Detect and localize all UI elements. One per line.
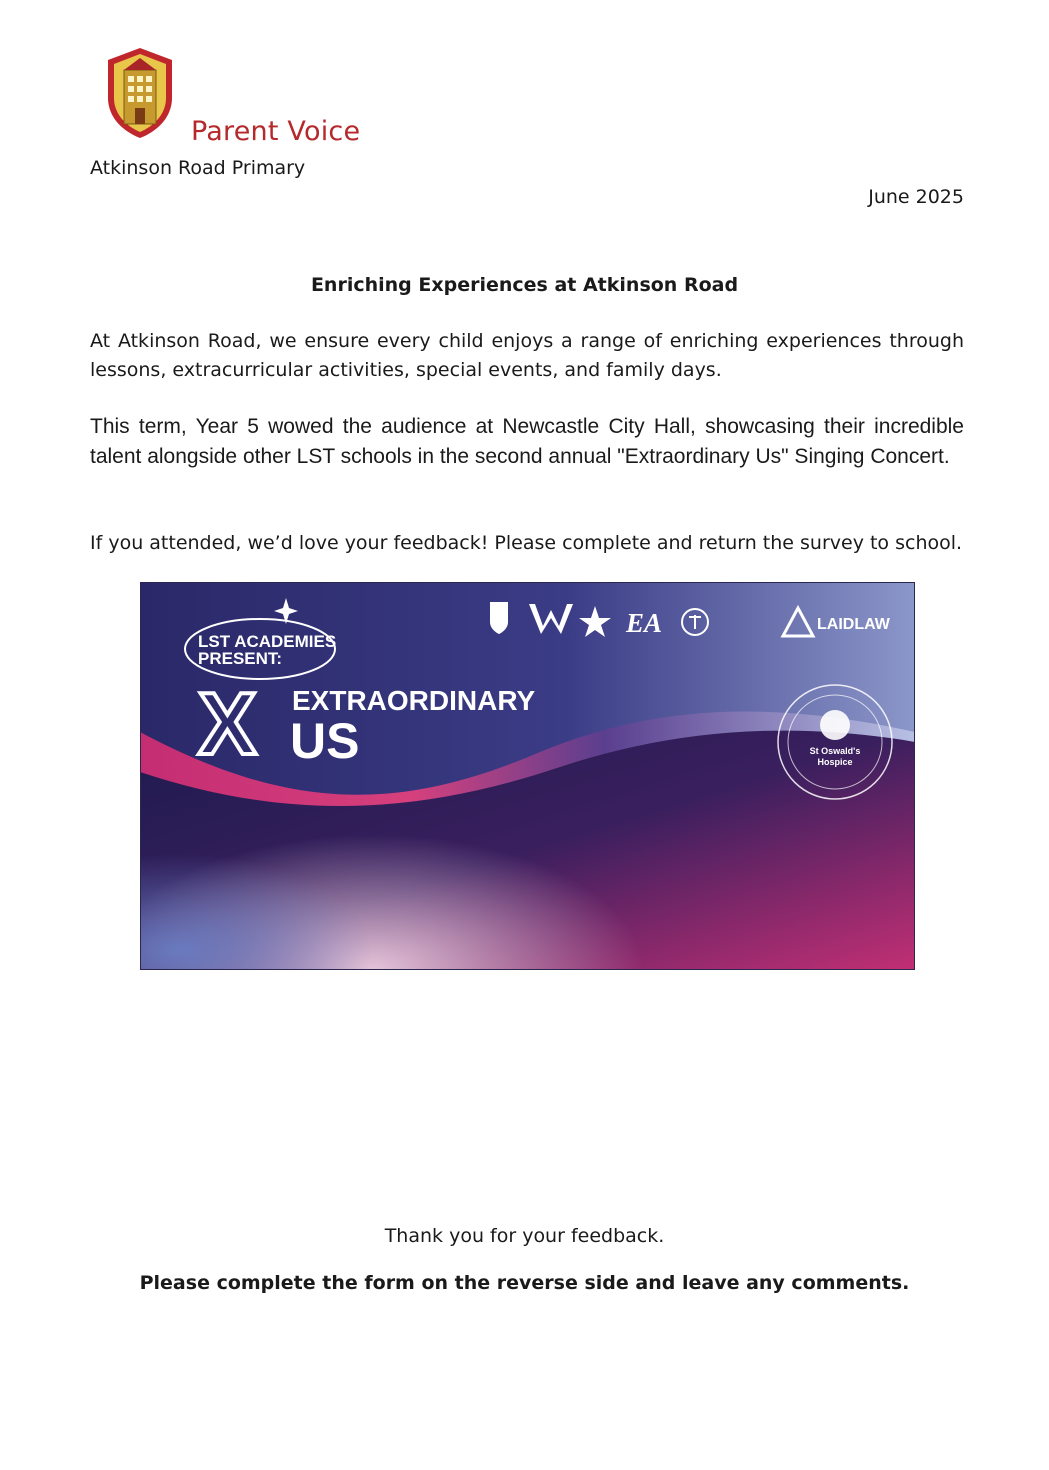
x-logo (198, 674, 257, 773)
hospice-emblem-icon (820, 710, 850, 740)
ea-logo-icon: EA (626, 608, 663, 638)
closing-instruction: Please complete the form on the reverse side and leave any comments. (139, 1272, 910, 1294)
paragraph-intro: At Atkinson Road, we ensure every child enjoys a range of enriching experiences through lessons, extracurricular activities, special events, and family days. (90, 330, 964, 381)
title-extraordinary: EXTRAORDINARY (292, 685, 536, 716)
thank-you-note: Thank you for your feedback. (384, 1225, 665, 1247)
brand-title: Parent Voice (191, 116, 361, 147)
hospice-line-1: St Oswald's (809, 746, 861, 756)
school-name: Atkinson Road Primary (90, 157, 306, 179)
title-us: US (290, 713, 360, 769)
badge-line-1: LST ACADEMIES (198, 632, 337, 651)
article-title: Enriching Experiences at Atkinson Road (310, 274, 739, 296)
badge-line-2: PRESENT: (198, 649, 283, 668)
concert-banner-image (140, 582, 915, 970)
paragraph-feedback: If you attended, we’d love your feedback! Please complete and return the survey to school. (90, 532, 963, 554)
hospice-line-2: Hospice (817, 757, 853, 767)
paragraph-concert: This term, Year 5 wowed the audience at Newcastle City Hall, showcasing their incredible talent alongside other LST schools in the second annual "Extraordinary Us" Singing Concert. (90, 415, 964, 468)
issue-date: June 2025 (868, 186, 964, 208)
svg-text:X: X (198, 674, 257, 773)
laidlaw-text: LAIDLAW (817, 616, 890, 633)
school-crest-logo (104, 46, 176, 140)
